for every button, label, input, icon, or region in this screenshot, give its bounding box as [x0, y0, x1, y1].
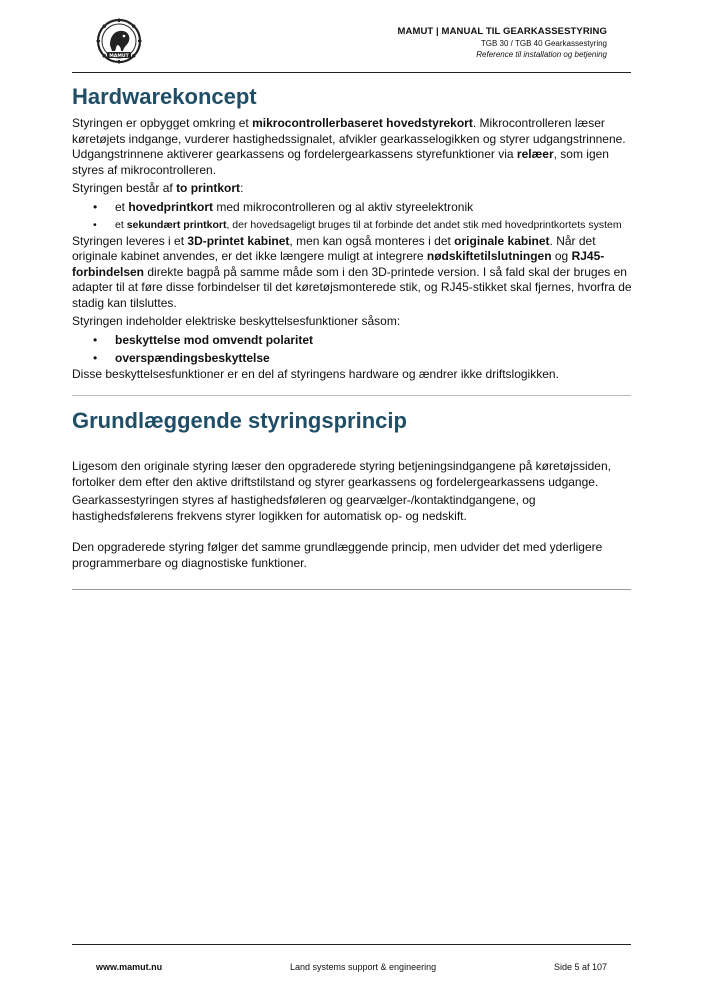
section-hardware-body [72, 116, 632, 382]
paragraph: Den opgraderede styring følger det samme grundlæggende princip, men udvider det med yderligere programmerbare og diagnostiske funktioner. [72, 540, 603, 570]
doc-note: Reference til installation og betjening [476, 50, 607, 59]
paragraph: Styringen indeholder elektriske beskyttelsesfunktioner såsom: [72, 314, 401, 328]
section-divider [72, 395, 631, 396]
doc-title: MAMUT | MANUAL TIL GEARKASSESTYRING [397, 26, 607, 37]
mamut-logo [96, 18, 142, 64]
doc-subtitle: TGB 30 / TGB 40 Gearkassestyring [480, 39, 607, 48]
section-principle-body [72, 459, 632, 571]
paragraph: Styringen er opbygget omkring et mikrocontrollerbaseret hovedstyrekort. Mikrocontrolleren læser køretøjets indgange, vurderer hastighedssignalet, afvikler gearkasselogikken og styrer udgangstrinnene. Udgangstrinnene aktiverer gearkassens og fordelergearkassens styrefunktioner via relæer, som igen styres af mikrocontrolleren. [72, 116, 626, 177]
list-item: • overspændingsbeskyttelse [72, 351, 632, 367]
section-end-divider [72, 589, 631, 590]
footer-page-number: Side 5 af 107 [553, 962, 607, 972]
paragraph: Ligesom den originale styring læser den opgraderede styring betjeningsindgangene på køretøjssiden, fortolker dem efter den aktive driftstilstand og styrer gearkassens og fordelergearkassens udgange. [72, 459, 611, 489]
footer-website-link[interactable]: www.mamut.nu [96, 962, 163, 972]
list-item: • et sekundært printkort, der hovedsageligt bruges til at forbinde det andet stik med hovedprintkortets system [72, 218, 632, 234]
list-item: • beskyttelse mod omvendt polaritet [72, 333, 632, 349]
svg-text:MAMUT: MAMUT [109, 53, 129, 59]
footer-divider [72, 944, 631, 945]
list-item: • et hovedprintkort med mikrocontrolleren og al aktiv styreelektronik [72, 200, 632, 216]
document-header [397, 26, 607, 59]
paragraph: Styringen består af to printkort: [72, 181, 244, 195]
footer-tagline: Land systems support & engineering [290, 962, 437, 972]
header-divider [72, 72, 631, 73]
paragraph: Styringen leveres i et 3D-printet kabinet, men kan også monteres i det originale kabinet. Når det originale kabinet anvendes, er det ikke længere muligt at integrere nødskiftetilslutningen og RJ45-forbindelsen direkte bagpå på samme måde som i den 3D-printede version. I så fald skal der bruges en adapter til at føre disse forbindelser til det køretøjsmonterede stik, og RJ45-stikket skal fjernes, hvorfra de stadig kan tilsluttes. [72, 233, 632, 310]
paragraph: Disse beskyttelsesfunktioner er en del af styringens hardware og ændrer ikke driftslogikken. [72, 366, 559, 381]
paragraph: Gearkassestyringen styres af hastighedsføleren og gearvælger-/kontaktindgangene, og hastighedsfølerens frekvens styrer logikken for automatisk op- og nedskift. [72, 493, 536, 523]
section-heading-principle: Grundlæggende styringsprincip [72, 408, 407, 433]
section-heading-hardware: Hardwarekoncept [72, 84, 257, 109]
